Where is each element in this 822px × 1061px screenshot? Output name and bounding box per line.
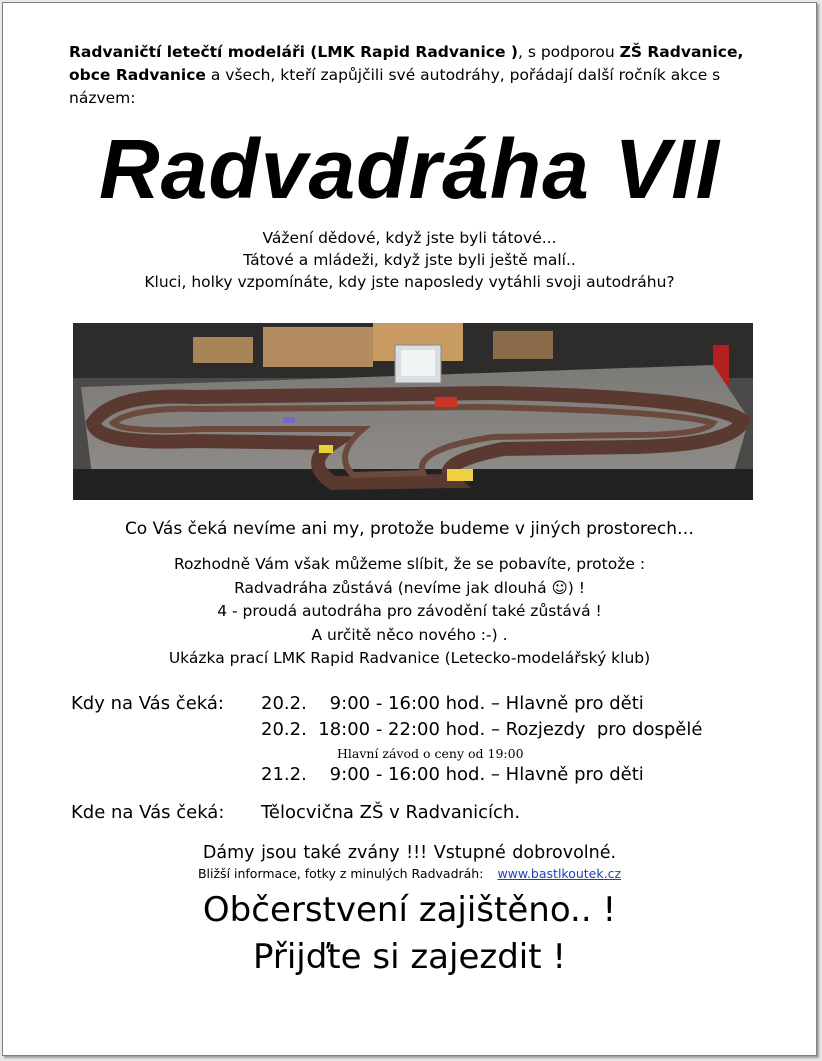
sponsor-names: ZŠ Radvanice, obce Radvanice xyxy=(69,43,744,84)
promise-line: Rozhodně Vám však můžeme slíbit, že se pobavíte, protože : xyxy=(173,555,646,573)
promise-line: Radvadráha zůstává (nevíme jak dlouhá ☺) ! xyxy=(234,578,585,597)
ladies-invited-text: Dámy jsou také zvány !!! Vstupné dobrovolné. xyxy=(202,843,617,863)
promise-line: Ukázka prací LMK Rapid Radvanice (Letecko-modelářský klub) xyxy=(168,649,651,667)
poem-line: Tátové a mládeži, když jste byli ještě malí.. xyxy=(243,251,576,269)
intro-text-1: , s podporou xyxy=(517,43,620,61)
poster-page xyxy=(2,2,817,1056)
intro-paragraph xyxy=(69,41,759,110)
event-title: Radvadráha VII xyxy=(99,122,720,216)
venue: Tělocvična ZŠ v Radvanicích. xyxy=(261,802,521,823)
schedule-row: 21.2. 9:00 - 16:00 hod. – Hlavně pro děti xyxy=(261,764,644,785)
invitation-text: Přijďte si zajezdit ! xyxy=(252,937,567,977)
more-info-label: Bližší informace, fotky z minulých Radvadráh: xyxy=(197,866,484,881)
when-label: Kdy na Vás čeká: xyxy=(71,693,224,714)
poem-block xyxy=(3,227,816,293)
intro-text-2: a všech, kteří zapůjčili své autodráhy, pořádají další ročník akce s názvem: xyxy=(69,66,721,107)
poem-line: Vážení dědové, když jste byli tátové... xyxy=(262,229,557,247)
promise-list xyxy=(3,553,816,671)
schedule-row: 20.2. 9:00 - 16:00 hod. – Hlavně pro děti xyxy=(261,693,644,714)
organizer-name: Radvaničtí letečtí modeláři (LMK Rapid Radvanice ) xyxy=(69,43,518,61)
poem-line: Kluci, holky vzpomínáte, kdy jste naposledy vytáhli svoji autodráhu? xyxy=(144,273,675,291)
more-info xyxy=(3,865,816,883)
main-race-note: Hlavní závod o ceny od 19:00 xyxy=(337,746,524,761)
lead-text: Co Vás čeká nevíme ani my, protože budeme v jiných prostorech… xyxy=(124,519,695,539)
where-label: Kde na Vás čeká: xyxy=(71,802,225,823)
refreshments-text: Občerstvení zajištěno.. ! xyxy=(202,890,617,930)
schedule-row: 20.2. 18:00 - 22:00 hod. – Rozjezdy pro dospělé xyxy=(261,719,703,740)
slot-car-track-photo xyxy=(73,323,753,500)
website-link[interactable]: www.bastlkoutek.cz xyxy=(497,866,622,881)
promise-line: A určitě něco nového :-) . xyxy=(311,625,508,644)
promise-line: 4 - proudá autodráha pro závodění také zůstává ! xyxy=(217,602,602,620)
